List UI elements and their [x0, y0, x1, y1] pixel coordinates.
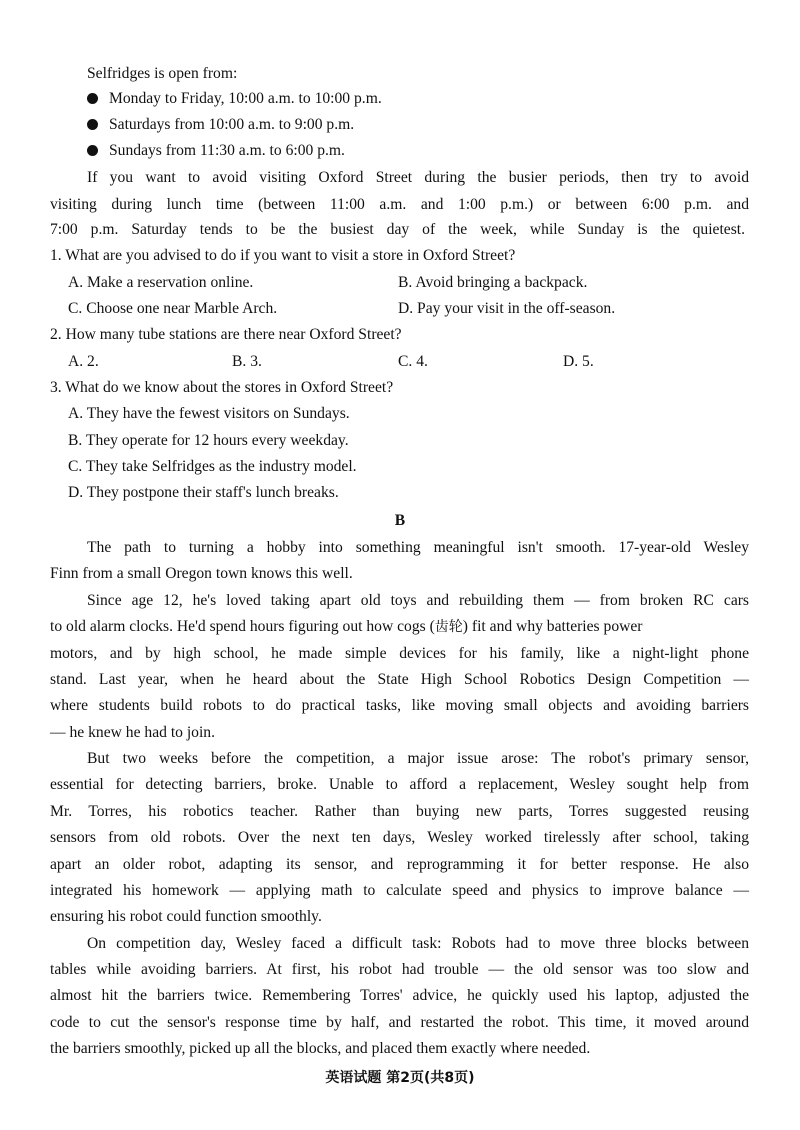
- section-b-heading: B: [394, 512, 406, 529]
- hours-weekday: Monday to Friday, 10:00 a.m. to 10:00 p.m.: [109, 90, 382, 107]
- question-2-stem: 2. How many tube stations are there near Oxford Street?: [50, 326, 402, 343]
- passage-p3-line-4: sensors from old robots. Over the next ten days, Wesley worked tirelessly after school, taking: [50, 829, 749, 846]
- bullet-icon: [87, 119, 98, 130]
- passage-p2-line-1: Since age 12, he's loved taking apart old toys and rebuilding them — from broken RC cars: [87, 592, 749, 609]
- passage-p2-line-6: — he knew he had to join.: [50, 724, 215, 741]
- passage-p3-line-2: essential for detecting barriers, broke. Unable to afford a replacement, Wesley sought help from: [50, 776, 749, 793]
- passage-p2-line-4: stand. Last year, when he heard about the State High School Robotics Design Competition —: [50, 671, 749, 688]
- passage-p2-line-2-end: ) fit and why batteries power: [462, 618, 643, 635]
- cogs-chinese-term: 齿轮: [434, 619, 463, 635]
- passage-p4-line-4: code to cut the sensor's response time by half, and restarted the robot. This time, it moved around: [50, 1014, 749, 1031]
- passage-p4-line-3: almost hit the barriers twice. Remembering Torres' advice, he quickly used his laptop, adjusted the: [50, 987, 749, 1004]
- question-1-option-d[interactable]: D. Pay your visit in the off-season.: [398, 300, 616, 317]
- passage-p2-line-5: where students build robots to do practical tasks, like moving small objects and avoiding barriers: [50, 697, 749, 714]
- passage-p1-line-1: The path to turning a hobby into something meaningful isn't smooth. 17-year-old Wesley: [87, 539, 749, 556]
- passage-p3-line-3: Mr. Torres, his robotics teacher. Rather than buying new parts, Torres suggested reusing: [50, 803, 749, 820]
- question-3-option-c[interactable]: C. They take Selfridges as the industry model.: [68, 458, 357, 475]
- opening-hours-intro: Selfridges is open from:: [87, 65, 238, 82]
- passage-p4-line-5: the barriers smoothly, picked up all the blocks, and placed them exactly where needed.: [50, 1040, 591, 1057]
- passage-p2-line-3: motors, and by high school, he made simple devices for his family, like a night-light phone: [50, 645, 749, 662]
- question-1-stem: 1. What are you advised to do if you want to visit a store in Oxford Street?: [50, 247, 516, 264]
- passage-p2-line-2-start: to old alarm clocks. He'd spend hours figuring out how cogs (: [50, 618, 435, 635]
- busy-paragraph-line-2: visiting during lunch time (between 11:00 a.m. and 1:00 p.m.) or between 6:00 p.m. and: [50, 196, 749, 213]
- bullet-icon: [87, 145, 98, 156]
- passage-p3-line-1: But two weeks before the competition, a major issue arose: The robot's primary sensor,: [87, 750, 749, 767]
- question-2-option-b[interactable]: B. 3.: [232, 353, 262, 370]
- busy-paragraph-line-3: 7:00 p.m. Saturday tends to be the busiest day of the week, while Sunday is the quietest.: [50, 221, 745, 238]
- hours-sunday: Sundays from 11:30 a.m. to 6:00 p.m.: [109, 142, 345, 159]
- passage-p3-line-5: apart an older robot, adapting its sensor, and reprogramming it for better response. He also: [50, 856, 749, 873]
- page-footer: 英语试题 第2页(共8页): [325, 1070, 475, 1086]
- question-1-option-c[interactable]: C. Choose one near Marble Arch.: [68, 300, 278, 317]
- question-3-stem: 3. What do we know about the stores in Oxford Street?: [50, 379, 394, 396]
- passage-p4-line-2: tables while avoiding barriers. At first, his robot had trouble — the old sensor was too slow and: [50, 961, 749, 978]
- hours-saturday: Saturdays from 10:00 a.m. to 9:00 p.m.: [109, 116, 355, 133]
- passage-p3-line-7: ensuring his robot could function smoothly.: [50, 908, 322, 925]
- question-2-option-d[interactable]: D. 5.: [563, 353, 594, 370]
- question-2-option-c[interactable]: C. 4.: [398, 353, 428, 370]
- passage-p4-line-1: On competition day, Wesley faced a difficult task: Robots had to move three blocks between: [87, 935, 749, 952]
- passage-p2-line-2: [50, 619, 749, 635]
- question-3-option-b[interactable]: B. They operate for 12 hours every weekday.: [68, 432, 349, 449]
- question-3-option-d[interactable]: D. They postpone their staff's lunch breaks.: [68, 484, 339, 501]
- passage-p3-line-6: integrated his homework — applying math to calculate speed and physics to improve balance —: [50, 882, 749, 899]
- question-2-option-a[interactable]: A. 2.: [68, 353, 99, 370]
- busy-paragraph-line-1: If you want to avoid visiting Oxford Street during the busier periods, then try to avoid: [87, 169, 749, 186]
- bullet-icon: [87, 93, 98, 104]
- question-1-option-a[interactable]: A. Make a reservation online.: [68, 274, 254, 291]
- passage-p1-line-2: Finn from a small Oregon town knows this well.: [50, 565, 353, 582]
- question-1-option-b[interactable]: B. Avoid bringing a backpack.: [398, 274, 588, 291]
- question-3-option-a[interactable]: A. They have the fewest visitors on Sundays.: [68, 405, 350, 422]
